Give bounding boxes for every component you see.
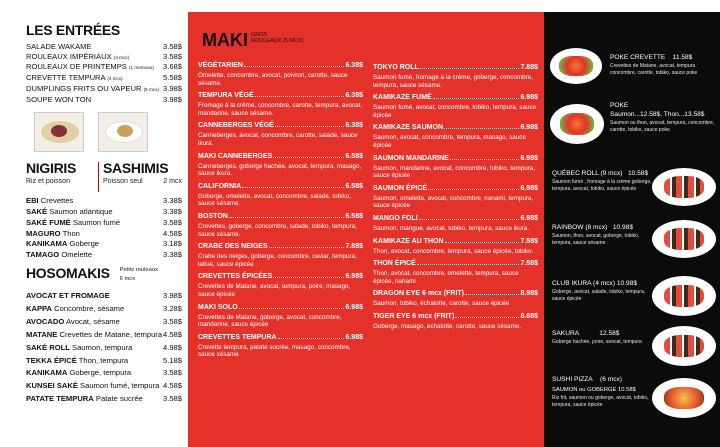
hosomaki-name: KAPPA xyxy=(26,303,53,313)
nigiri-price: 3.58$ xyxy=(162,217,182,227)
hosomaki-price: 3.58$ xyxy=(162,368,182,378)
hosomaki-name: AVOCAT ET FROMAGE xyxy=(26,291,110,300)
sashimis-title: SASHIMIS xyxy=(103,160,169,177)
hosomaki-label xyxy=(26,367,131,380)
maki-desc: Saumon, mandarine, avocat, concombre, tobiko, tempura, sauce épicée xyxy=(373,164,536,180)
entrees-list xyxy=(26,42,182,104)
maki-desc: Saumon, tobiko, échalotte, carotte, sauce épicée xyxy=(373,300,510,308)
hosomaki-price: 3.58$ xyxy=(162,316,182,326)
entree-item xyxy=(26,62,182,73)
rainbow-photo xyxy=(652,220,716,258)
maki-price: 6.98$ xyxy=(345,303,363,311)
hosomaki-price: 3.98$ xyxy=(162,291,182,300)
hosomaki-name: KANIKAMA xyxy=(26,368,68,378)
maki-item xyxy=(373,215,538,233)
maki-desc: Crevettes, goberge, concombre, salade, tobiko, tempura, sauce sésame. xyxy=(198,222,357,238)
dot-leader xyxy=(244,62,344,67)
dot-leader xyxy=(239,304,345,309)
maki-price: 6.98$ xyxy=(520,154,538,162)
maki-item xyxy=(373,238,538,256)
maki-name: KAMIKAZE AU THON xyxy=(373,237,444,245)
maki-name: TIGER EYE 6 mcx (FRIT) xyxy=(373,312,455,320)
maki-line xyxy=(198,304,363,311)
hosomaki-label xyxy=(26,290,110,303)
nigiri-name: MAGURO xyxy=(26,228,61,238)
dot-leader xyxy=(419,215,520,220)
hosomaki-item xyxy=(26,329,182,342)
hosomaki-item xyxy=(26,303,182,316)
hosomaki-item xyxy=(26,380,182,393)
entree-name-text: SALADE WAKAME xyxy=(26,42,92,51)
special-title: QUÉBEC ROLL (9 mcx) xyxy=(552,170,623,177)
entree-price: 3.98$ xyxy=(162,94,182,104)
club-ikura-photo xyxy=(652,276,716,316)
maki-line xyxy=(373,185,538,192)
entree-item xyxy=(26,73,182,84)
nigiri-name: EBI xyxy=(26,196,39,206)
entree-name xyxy=(26,42,92,52)
hosomaki-item xyxy=(26,393,182,406)
maki-desc: Crevette tempura, patate sucrée, masago, concombre, sauce sésame xyxy=(198,343,351,359)
maki-line xyxy=(198,213,363,220)
divider xyxy=(98,162,99,192)
maki-line xyxy=(198,273,363,280)
poke-shrimp-photo xyxy=(550,48,602,84)
nigiri-label xyxy=(26,229,80,240)
nigiri-price: 3.18$ xyxy=(162,239,182,249)
maki-price: 6.58$ xyxy=(345,152,363,160)
hosomaki-desc: Avocat, sésame xyxy=(65,316,120,326)
nigiri-desc: Saumon fumé xyxy=(72,217,121,227)
nigiri-label xyxy=(26,207,113,218)
maki-price: 6.38$ xyxy=(345,122,363,130)
maki-price: 7.58$ xyxy=(520,237,538,245)
nigiri-item xyxy=(26,239,182,250)
maki-price: 7.88$ xyxy=(520,64,538,71)
special-title: POKE xyxy=(610,102,629,109)
hosomaki-price: 5.18$ xyxy=(162,355,182,365)
maki-price: 7.88$ xyxy=(345,243,363,251)
maki-line xyxy=(373,64,538,71)
hosomaki-desc: Thon, tempura xyxy=(78,355,129,365)
dot-leader xyxy=(229,213,345,218)
appetizer-photos xyxy=(34,112,182,152)
nigiri-name: SAKÉ xyxy=(26,207,48,217)
dot-leader xyxy=(417,260,520,265)
dot-leader xyxy=(450,155,520,160)
maki-item xyxy=(373,290,538,308)
hosomaki-item xyxy=(26,290,182,303)
hosomaki-desc: Saumon, tempura xyxy=(72,342,133,352)
maki-desc: Canneberges, avocat, concombre, carotte, salade, sauce ikura. xyxy=(198,132,358,147)
entree-name-text: ROULEAUX DE PRINTEMPS xyxy=(26,62,127,72)
entree-name xyxy=(26,62,154,73)
entree-note: (5 mcx) xyxy=(143,86,159,92)
maki-name: VÉGÉTARIEN xyxy=(198,62,243,69)
special-desc: Saumon ou thon, avocat, tempura, concombre, carotte, tobiko, sauce poke xyxy=(610,120,715,133)
entree-price: 3.68$ xyxy=(162,62,182,72)
special-price: 12.58$ xyxy=(599,330,620,337)
maki-name: TOKYO ROLL xyxy=(373,64,419,71)
entree-name xyxy=(26,95,91,105)
maki-item xyxy=(198,92,363,117)
maki-item xyxy=(373,313,538,331)
hosomaki-label xyxy=(26,303,124,316)
nigiri-name: TAMAGO xyxy=(26,250,60,260)
maki-line xyxy=(373,238,538,245)
hosomaki-desc: Goberge, tempura xyxy=(69,368,132,378)
hosomaki-price: 3.28$ xyxy=(162,303,182,313)
special-price: 11.58$ xyxy=(672,54,693,61)
maki-item xyxy=(373,155,538,180)
maki-desc: Saumon, avocat, concombre, tempura, masago, sauce épicée xyxy=(373,134,526,149)
entree-name-text: SOUPE WON TON xyxy=(26,94,92,104)
maki-item xyxy=(198,304,363,329)
maki-item xyxy=(373,124,538,149)
entree-name xyxy=(26,52,129,63)
sashimis-sub: Poisson seul xyxy=(103,178,143,186)
sakura-photo xyxy=(652,326,716,366)
special-price: 10.98$ xyxy=(616,280,638,287)
maki-price: 6.38$ xyxy=(345,92,363,100)
maki-desc: Saumon, mangue, avocat, tobiko, tempura, sauce ikura. xyxy=(373,224,530,232)
entree-note: (4 mcx) xyxy=(107,76,123,82)
maki-line xyxy=(198,183,363,190)
dot-leader xyxy=(433,94,520,99)
poke-photo xyxy=(550,104,604,144)
hosomaki-item xyxy=(26,316,182,329)
maki-name: CALIFORNIA xyxy=(198,182,242,190)
maki-line xyxy=(373,313,538,320)
hosomaki-name: AVOCADO xyxy=(26,316,65,326)
maki-name: MAKI SOLO xyxy=(198,303,238,311)
hosomaki-desc: Crevettes de Matane, tempura xyxy=(59,329,163,339)
entrees-title: LES ENTRÉES xyxy=(26,22,120,38)
maki-line xyxy=(198,92,363,99)
maki-price: 6.98$ xyxy=(520,94,538,102)
maki-desc: Omelette, concombre, avocat, poivron, carotte, sauce sésame. xyxy=(198,72,348,87)
maki-name: DRAGON EYE 6 mcx (FRIT) xyxy=(373,290,465,298)
entree-item xyxy=(26,52,182,63)
maki-desc: Saumon fumé, fromage à la crème, goberge, concombre, tempura, sauce sésame. xyxy=(373,74,533,89)
nigiri-item xyxy=(26,218,182,229)
nigiri-list xyxy=(26,196,182,261)
nigiri-price: 4.58$ xyxy=(162,228,182,238)
maki-desc: Saumon fumé, avocat, concombre, tobiko, tempura, sauce épicée xyxy=(373,104,537,119)
dot-leader xyxy=(273,273,344,278)
dot-leader xyxy=(428,185,519,190)
hosomaki-label xyxy=(26,380,159,393)
nigiri-price: 3.38$ xyxy=(162,207,182,217)
hosomaki-list xyxy=(26,290,182,406)
maki-item xyxy=(198,243,363,268)
special-title: CLUB IKURA (4 mcx) xyxy=(552,280,616,287)
maki-desc: Crevettes de Matane, goberge, avocat, concombre, mandarine, sauce épicée xyxy=(198,313,342,329)
entree-name xyxy=(26,73,123,84)
maki-sub2: ROULEAUX (5 MCX) xyxy=(251,38,304,44)
dot-leader xyxy=(455,313,519,318)
nigiri-item xyxy=(26,229,182,240)
special-desc: Goberge, avocat, salade, tobiko, tempura, sauce épicée xyxy=(552,289,646,302)
nigiri-item xyxy=(26,196,182,207)
maki-item xyxy=(198,122,363,147)
entree-note: (1 morceau) xyxy=(128,65,154,71)
hosomaki-label xyxy=(26,355,128,368)
maki-title: MAKI xyxy=(202,30,248,50)
hosomaki-desc: Patate sucrée xyxy=(95,394,143,404)
hosomaki-desc: Saumon fumé, tempura xyxy=(80,381,160,391)
nigiri-sashimi-header xyxy=(26,160,182,192)
dot-leader xyxy=(255,92,345,97)
nigiri-name: SAKÉ FUMÉ xyxy=(26,217,71,227)
quebec-roll-photo xyxy=(652,168,716,206)
hosomakis-title: HOSOMAKIS xyxy=(26,265,110,281)
dot-leader xyxy=(444,124,519,129)
maki-desc: Goberge, masago, échalotte, carotte, sauce sésame. xyxy=(373,322,522,330)
maki-price: 7.58$ xyxy=(520,260,538,268)
maki-desc: Thon, avocat, concombre, tempura, sauce épicée, tobiko. xyxy=(373,247,534,255)
maki-name: KAMIKAZE FUMÉ xyxy=(373,94,432,102)
special-desc: Saumon fumé , fromage à la crème goberge, tempura, avocat, tobiko, sauce épicée xyxy=(552,179,652,192)
maki-line xyxy=(373,155,538,162)
special-price: Saumon...12.58$, Thon...13.58$ xyxy=(610,111,705,118)
maki-line xyxy=(198,153,363,160)
hosomaki-name: PATATE TEMPURA xyxy=(26,394,94,404)
maki-item xyxy=(198,153,363,178)
entree-name-text: ROULEAUX IMPÉRIAUX xyxy=(26,51,112,61)
special-desc: SAUMON ou GOBERGE 10.58$ xyxy=(552,387,636,393)
nigiris-title: NIGIRIS xyxy=(26,160,77,177)
special-desc: Riz frit, saumon ou goberge, avocat, tobiko, tempura, sauce épicée xyxy=(552,395,649,408)
nigiri-label xyxy=(26,239,99,250)
hosomaki-desc: Concombre, sésame xyxy=(54,303,125,313)
nigiri-label xyxy=(26,250,92,261)
maki-desc: Crabe des neiges, goberge, concombre, caviar, tempura, laitue, sauce épicée xyxy=(198,253,357,268)
maki-price: 8.98$ xyxy=(520,290,538,298)
maki-name: TEMPURA VÉGÉ xyxy=(198,92,254,100)
maki-price: 6.98$ xyxy=(345,273,363,281)
hosomaki-name: TEKKA ÉPICÉ xyxy=(26,355,77,365)
maki-line xyxy=(373,290,538,297)
maki-sub: GROS xyxy=(251,32,268,38)
dot-leader xyxy=(278,334,345,339)
nigiri-desc: Goberge xyxy=(69,239,100,249)
nigiri-label xyxy=(26,218,120,229)
maki-name: SAUMON MANDARINE xyxy=(373,154,449,162)
special-desc: Saumon, thon, avocat, goberge, tobiko, tempura, sauce sésame xyxy=(552,233,640,246)
special-price: (6 mcx) xyxy=(600,376,622,383)
dot-leader xyxy=(465,290,519,295)
special-title: POKE CREVETTE xyxy=(610,54,666,61)
hosomaki-label xyxy=(26,393,143,406)
special-price: 10.58$ xyxy=(627,170,649,177)
nigiris-sub: Riz et poisson xyxy=(26,178,70,186)
maki-name: BOSTON xyxy=(198,212,228,220)
hosomaki-item xyxy=(26,342,182,355)
spring-roll-photo xyxy=(34,112,84,152)
specials-panel xyxy=(544,12,720,447)
maki-name: CANNEBERGES VÉGÉ xyxy=(198,122,274,130)
special-desc: Goberge hachée, poire, avocat, tempura xyxy=(552,339,642,345)
maki-name: CREVETTES TEMPURA xyxy=(198,333,277,341)
maki-item xyxy=(198,213,363,238)
dot-leader xyxy=(269,243,345,248)
hosomakis-count: 6 mcx xyxy=(119,276,136,282)
entree-item xyxy=(26,42,182,52)
sashimis-count: 2 mcx xyxy=(163,178,182,186)
special-title: SAKURA xyxy=(552,330,580,337)
maki-desc: Saumon, omelette, avocat, concombre, nanami, tempura, sauce épicée xyxy=(373,194,534,210)
maki-price: 6.98$ xyxy=(345,333,363,341)
nigiri-price: 3.38$ xyxy=(162,250,182,260)
maki-line xyxy=(373,215,538,222)
entree-price: 3.58$ xyxy=(162,42,182,51)
maki-desc: Fromage à la crème, concombre, carotte, tempura, avocat, mandarine, sauce sésame. xyxy=(198,102,363,117)
hosomaki-price: 4.58$ xyxy=(162,381,182,391)
maki-line xyxy=(198,243,363,250)
entree-price: 3.58$ xyxy=(162,51,182,61)
hosomaki-label xyxy=(26,316,120,329)
dumpling-photo xyxy=(98,112,148,152)
nigiri-desc: Saumon atlantique xyxy=(49,207,113,217)
hosomaki-name: KUNSEI SAKÉ xyxy=(26,381,78,391)
nigiri-item xyxy=(26,207,182,218)
maki-item xyxy=(373,64,538,89)
dot-leader xyxy=(242,183,344,188)
maki-item xyxy=(198,183,363,208)
maki-item xyxy=(373,94,538,119)
special-title: RAINBOW (8 mcx) xyxy=(552,224,608,231)
entree-price: 5.58$ xyxy=(162,73,182,83)
nigiri-desc: Thon xyxy=(62,228,80,238)
entree-item xyxy=(26,95,182,105)
maki-item xyxy=(373,260,538,285)
maki-price: 6.38$ xyxy=(345,62,363,69)
hosomaki-label xyxy=(26,342,132,355)
maki-desc: Canneberges, goberge hachée, avocat, tempura, masago, sauce ikura. xyxy=(198,162,362,178)
maki-price: 6.98$ xyxy=(520,214,538,222)
hosomaki-label xyxy=(26,329,162,342)
hosomaki-name: SAKÉ ROLL xyxy=(26,342,70,352)
entree-name xyxy=(26,84,159,95)
maki-name: MAKI CANNEBERGES xyxy=(198,152,273,160)
entree-name-text: DUMPLINGS FRITS OU VAPEUR xyxy=(26,83,142,93)
maki-name: CREVETTES ÉPICÉES xyxy=(198,273,273,281)
maki-desc: Goberge, omelette, avocat, concombre, salade, tobiko, sauce sésame. xyxy=(198,192,351,208)
maki-item xyxy=(198,62,363,87)
maki-price: 6.98$ xyxy=(520,184,538,192)
hosomakis-note: Petits rouleaux xyxy=(119,267,158,273)
maki-line xyxy=(198,122,363,129)
special-title: SUSHI PIZZA xyxy=(552,376,593,383)
dot-leader xyxy=(275,122,345,127)
maki-name: SAUMON ÉPICÉ xyxy=(373,184,428,192)
maki-price: 6.98$ xyxy=(520,124,538,132)
maki-item xyxy=(198,334,363,359)
special-desc: Crevettes de Matane, avocat, tempura concombre, carotte, tobiko, sauce poke xyxy=(610,63,698,76)
maki-line xyxy=(198,334,363,341)
nigiri-name: KANIKAMA xyxy=(26,239,68,249)
entree-item xyxy=(26,84,182,95)
maki-panel xyxy=(188,12,544,447)
dot-leader xyxy=(445,238,520,243)
dot-leader xyxy=(420,64,520,69)
hosomaki-price: 3.58$ xyxy=(162,394,182,404)
hosomaki-item xyxy=(26,367,182,380)
hosomaki-price: 4.98$ xyxy=(162,342,182,352)
maki-column-2 xyxy=(373,64,538,336)
maki-line xyxy=(373,260,538,267)
nigiri-item xyxy=(26,250,182,261)
maki-item xyxy=(198,273,363,298)
maki-line xyxy=(198,62,363,69)
special-price: 10.98$ xyxy=(612,224,633,231)
entree-note: (4 mcx) xyxy=(113,54,130,60)
left-panel xyxy=(0,0,188,447)
entree-name-text: CREVETTE TEMPURA xyxy=(26,73,106,83)
maki-column-1 xyxy=(198,62,363,364)
dot-leader xyxy=(273,153,344,158)
hosomaki-name: MATANE xyxy=(26,329,58,339)
entree-price: 3.98$ xyxy=(162,83,182,93)
maki-line xyxy=(373,94,538,101)
nigiri-label xyxy=(26,196,73,207)
maki-name: MANGO FOLI xyxy=(373,214,418,222)
maki-line xyxy=(373,124,538,131)
nigiri-desc: Omelette xyxy=(61,250,93,260)
hosomaki-price: 4.58$ xyxy=(162,329,182,339)
maki-name: KAMIKAZE SAUMON xyxy=(373,124,443,132)
nigiri-price: 3.38$ xyxy=(162,196,182,206)
maki-name: CRABE DES NEIGES xyxy=(198,243,268,251)
maki-price: 8.68$ xyxy=(520,312,538,320)
maki-price: 6.58$ xyxy=(345,182,363,190)
sushi-pizza-photo xyxy=(652,378,716,418)
maki-name: THON ÉPICÉ xyxy=(373,260,416,268)
maki-item xyxy=(373,185,538,210)
maki-desc: Thon, avocat, concombre, omelette, tempura, sauce épicée, nanami xyxy=(373,270,519,285)
nigiri-desc: Crevettes xyxy=(40,196,74,206)
maki-price: 6.58$ xyxy=(345,212,363,220)
hosomaki-item xyxy=(26,355,182,368)
maki-desc: Crevettes de Matane, avocat, tempura, poire, masago, sauce épicée xyxy=(198,283,351,298)
